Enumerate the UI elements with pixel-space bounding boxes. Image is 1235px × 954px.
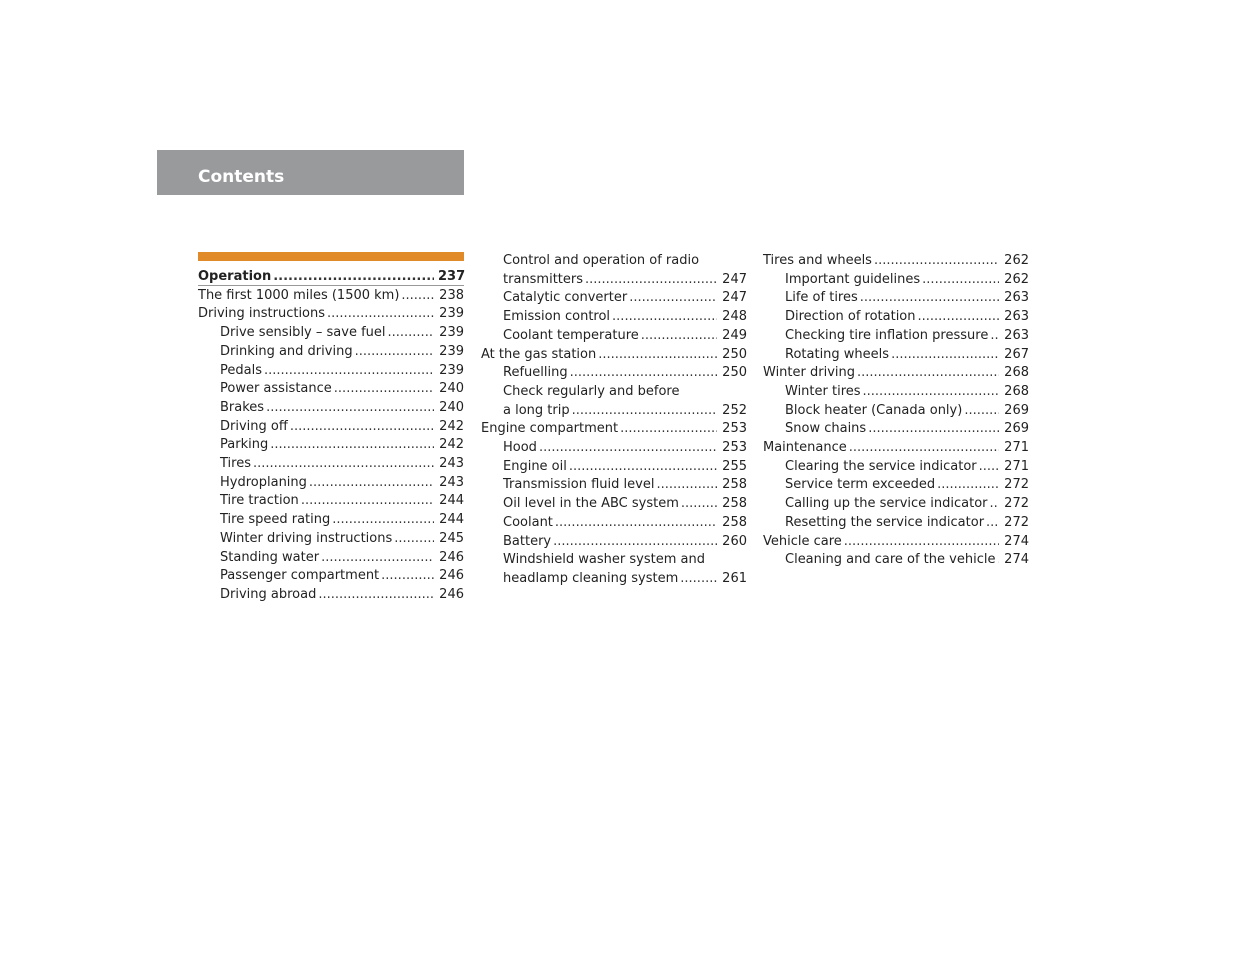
toc-entry[interactable] bbox=[198, 362, 464, 381]
toc-page-number: 244 bbox=[439, 493, 464, 509]
dot-leader bbox=[381, 567, 434, 586]
toc-entry-title: Service term exceeded bbox=[785, 477, 936, 493]
toc-entry[interactable] bbox=[198, 474, 464, 493]
toc-entry[interactable] bbox=[198, 586, 464, 605]
toc-entry-title: Power assistance bbox=[220, 381, 332, 397]
toc-entry[interactable] bbox=[481, 495, 747, 514]
toc-entry-title: Important guidelines bbox=[785, 271, 921, 287]
dot-leader bbox=[321, 549, 434, 568]
toc-entry-title: Life of tires bbox=[785, 290, 858, 306]
toc-page-number: 239 bbox=[439, 306, 464, 322]
toc-page-number: 246 bbox=[439, 549, 464, 565]
toc-entry-title: Hood bbox=[503, 440, 537, 456]
dot-leader bbox=[612, 308, 717, 327]
dot-leader bbox=[874, 252, 999, 271]
dot-leader bbox=[572, 402, 717, 421]
dot-leader bbox=[585, 271, 717, 290]
toc-page-number: 240 bbox=[439, 399, 464, 415]
toc-entry[interactable] bbox=[763, 346, 1029, 365]
toc-entry-title: Coolant bbox=[503, 514, 553, 530]
toc-entry[interactable] bbox=[198, 418, 464, 437]
dot-leader bbox=[863, 383, 999, 402]
toc-section-heading[interactable] bbox=[198, 268, 464, 287]
dot-leader bbox=[309, 474, 434, 493]
toc-page-number: 272 bbox=[1004, 496, 1029, 512]
toc-entry[interactable] bbox=[198, 567, 464, 586]
dot-leader bbox=[922, 271, 999, 290]
toc-entry[interactable] bbox=[763, 271, 1029, 290]
dot-leader bbox=[394, 530, 434, 549]
dot-leader bbox=[937, 476, 999, 495]
dot-leader bbox=[273, 268, 434, 287]
page-header bbox=[157, 150, 464, 195]
toc-entry[interactable] bbox=[481, 346, 747, 365]
toc-column-2 bbox=[481, 252, 747, 589]
dot-leader bbox=[620, 420, 717, 439]
toc-entry[interactable] bbox=[763, 402, 1029, 421]
toc-page-number: 262 bbox=[1004, 253, 1029, 268]
toc-page-number: 250 bbox=[722, 346, 747, 362]
toc-entry-title: Engine compartment bbox=[481, 421, 619, 437]
toc-entry[interactable] bbox=[763, 458, 1029, 477]
toc-page-number: 263 bbox=[1004, 309, 1029, 325]
toc-entry[interactable] bbox=[198, 305, 464, 324]
toc-page-number: 242 bbox=[439, 418, 464, 434]
toc-entry-title: Control and operation of radio bbox=[503, 253, 700, 268]
toc-entry-title: Tire traction bbox=[220, 493, 299, 509]
dot-leader bbox=[860, 289, 999, 308]
dot-leader bbox=[332, 511, 434, 530]
dot-leader bbox=[290, 418, 434, 437]
dot-leader bbox=[990, 327, 999, 346]
toc-entry-title: Oil level in the ABC system bbox=[503, 496, 679, 512]
toc-column-3 bbox=[763, 252, 1029, 570]
toc-page-number: 245 bbox=[439, 530, 464, 546]
toc-page-number: 243 bbox=[439, 456, 464, 472]
toc-entry-title: Block heater (Canada only) bbox=[785, 402, 963, 418]
toc-entry[interactable] bbox=[481, 289, 747, 308]
toc-entry-title: Maintenance bbox=[763, 440, 847, 456]
toc-entry[interactable] bbox=[198, 549, 464, 568]
dot-leader bbox=[964, 402, 999, 421]
toc-entry-title: Emission control bbox=[503, 309, 611, 325]
dot-leader bbox=[570, 364, 717, 383]
toc-entry[interactable] bbox=[763, 476, 1029, 495]
dot-leader bbox=[266, 399, 434, 418]
toc-entry[interactable] bbox=[763, 533, 1029, 552]
toc-entry-title: Calling up the service indicator bbox=[785, 496, 988, 512]
toc-entry-title: Resetting the service indicator bbox=[785, 514, 985, 530]
toc-entry[interactable] bbox=[198, 324, 464, 343]
toc-entry-title: Coolant temperature bbox=[503, 327, 639, 343]
dot-leader bbox=[997, 551, 999, 570]
dot-leader bbox=[986, 514, 999, 533]
dot-leader bbox=[539, 439, 717, 458]
toc-entry-title: Tires and wheels bbox=[763, 253, 872, 268]
toc-page-number: 247 bbox=[722, 290, 747, 306]
dot-leader bbox=[401, 287, 434, 306]
toc-entry-title: Battery bbox=[503, 533, 552, 549]
toc-entry-title: Vehicle care bbox=[763, 533, 842, 549]
toc-entry-title: Catalytic converter bbox=[503, 290, 628, 306]
toc-page-number: 274 bbox=[1004, 552, 1029, 568]
toc-page-number: 248 bbox=[722, 309, 747, 325]
toc-page-number: 272 bbox=[1004, 514, 1029, 530]
toc-page-number: 258 bbox=[722, 514, 747, 530]
toc-page-number: 271 bbox=[1004, 440, 1029, 456]
toc-entry-title: Passenger compartment bbox=[220, 568, 380, 584]
toc-entry[interactable] bbox=[198, 530, 464, 549]
toc-entry[interactable] bbox=[198, 436, 464, 455]
dot-leader bbox=[553, 533, 717, 552]
toc-entry-title: Clearing the service indicator bbox=[785, 458, 977, 474]
toc-entry[interactable] bbox=[763, 289, 1029, 308]
toc-entry[interactable] bbox=[198, 399, 464, 418]
section-accent-bar bbox=[198, 252, 464, 261]
toc-entry-title: Tires bbox=[220, 456, 251, 472]
toc-page-number: 246 bbox=[439, 586, 464, 602]
toc-entry[interactable] bbox=[763, 495, 1029, 514]
toc-entry[interactable] bbox=[763, 514, 1029, 533]
toc-entry-title: Drive sensibly – save fuel bbox=[220, 325, 386, 341]
dot-leader bbox=[270, 436, 434, 455]
toc-page-number: 238 bbox=[439, 287, 464, 303]
dot-leader bbox=[629, 289, 717, 308]
toc-entry[interactable] bbox=[481, 252, 747, 289]
dot-leader bbox=[555, 514, 717, 533]
toc-entry-title: Operation bbox=[198, 269, 272, 284]
toc-entry[interactable] bbox=[481, 551, 747, 588]
dot-leader bbox=[318, 586, 434, 605]
toc-page-number: 255 bbox=[722, 458, 747, 474]
toc-entry-title: Transmission fluid level bbox=[503, 477, 655, 493]
toc-entry[interactable] bbox=[198, 455, 464, 474]
toc-entry-title: Windshield washer system and bbox=[503, 552, 705, 568]
toc-entry[interactable] bbox=[763, 308, 1029, 327]
toc-entry-title: The first 1000 miles (1500 km) bbox=[198, 287, 400, 303]
toc-page-number: 263 bbox=[1004, 290, 1029, 306]
toc-entry[interactable] bbox=[481, 458, 747, 477]
dot-leader bbox=[327, 305, 434, 324]
toc-entry-title: Winter driving bbox=[763, 365, 855, 381]
toc-entry-title: At the gas station bbox=[481, 346, 597, 362]
dot-leader bbox=[844, 533, 999, 552]
dot-leader bbox=[301, 492, 434, 511]
dot-leader bbox=[857, 364, 999, 383]
toc-page-number: 239 bbox=[439, 362, 464, 378]
toc-page-number: 267 bbox=[1004, 346, 1029, 362]
dot-leader bbox=[868, 420, 999, 439]
toc-column-1 bbox=[198, 252, 464, 605]
toc-entry-title: Drinking and driving bbox=[220, 343, 353, 359]
toc-entry-title: Hydroplaning bbox=[220, 474, 307, 490]
toc-page-number: 242 bbox=[439, 437, 464, 453]
dot-leader bbox=[681, 495, 717, 514]
toc-entry[interactable] bbox=[763, 383, 1029, 402]
toc-entry-title: Check regularly and before bbox=[503, 383, 680, 399]
toc-entry[interactable] bbox=[763, 364, 1029, 383]
toc-page-number: 261 bbox=[722, 570, 747, 586]
toc-entry[interactable] bbox=[481, 476, 747, 495]
toc-page-number: 258 bbox=[722, 496, 747, 512]
dot-leader bbox=[355, 343, 434, 362]
toc-entry-title: Standing water bbox=[220, 549, 320, 565]
dot-leader bbox=[918, 308, 999, 327]
toc-entry-title: Winter driving instructions bbox=[220, 530, 393, 546]
dot-leader bbox=[334, 380, 434, 399]
toc-entry[interactable] bbox=[198, 492, 464, 511]
toc-entry-title: Driving abroad bbox=[220, 586, 317, 602]
dot-leader bbox=[253, 455, 434, 474]
toc-entry[interactable] bbox=[763, 327, 1029, 346]
toc-entry[interactable] bbox=[481, 308, 747, 327]
toc-entry-title: Cleaning and care of the vehicle bbox=[785, 552, 996, 568]
toc-entry[interactable] bbox=[198, 511, 464, 530]
dot-leader bbox=[891, 346, 999, 365]
toc-page-number: 253 bbox=[722, 421, 747, 437]
toc-entry-title: Brakes bbox=[220, 399, 265, 415]
toc-entry[interactable] bbox=[763, 252, 1029, 271]
toc-entry-title: Direction of rotation bbox=[785, 309, 916, 325]
toc-entry[interactable] bbox=[481, 514, 747, 533]
toc-page-number: 272 bbox=[1004, 477, 1029, 493]
toc-entry[interactable] bbox=[481, 364, 747, 383]
toc-entry-title: headlamp cleaning system bbox=[503, 570, 679, 586]
toc-entry-title: Tire speed rating bbox=[220, 512, 331, 528]
toc-page-number: 258 bbox=[722, 477, 747, 493]
toc-page-number: 240 bbox=[439, 381, 464, 397]
toc-page-number: 250 bbox=[722, 365, 747, 381]
toc-page-number: 262 bbox=[1004, 271, 1029, 287]
toc-page-number: 239 bbox=[439, 325, 464, 341]
toc-entry[interactable] bbox=[481, 439, 747, 458]
toc-entry[interactable] bbox=[763, 551, 1029, 570]
toc-entry[interactable] bbox=[198, 343, 464, 362]
toc-entry-title: transmitters bbox=[503, 271, 584, 287]
toc-entry-title: Driving off bbox=[220, 418, 288, 434]
toc-entry-title: Driving instructions bbox=[198, 306, 326, 322]
dot-leader bbox=[849, 439, 999, 458]
toc-page-number: 269 bbox=[1004, 402, 1029, 418]
toc-page-number: 268 bbox=[1004, 365, 1029, 381]
toc-entry-title: Snow chains bbox=[785, 421, 867, 437]
toc-entry[interactable] bbox=[198, 380, 464, 399]
toc-page-number: 247 bbox=[722, 271, 747, 287]
toc-entry[interactable] bbox=[481, 420, 747, 439]
toc-page-number: 249 bbox=[722, 327, 747, 343]
toc-page-number: 269 bbox=[1004, 421, 1029, 437]
dot-leader bbox=[680, 570, 717, 589]
toc-entry[interactable] bbox=[763, 439, 1029, 458]
toc-page-number: 246 bbox=[439, 568, 464, 584]
dot-leader bbox=[569, 458, 717, 477]
toc-page-number: 268 bbox=[1004, 383, 1029, 399]
toc-entry-title: a long trip bbox=[503, 402, 570, 418]
dot-leader bbox=[641, 327, 717, 346]
toc-page-number: 252 bbox=[722, 402, 747, 418]
dot-leader bbox=[598, 346, 717, 365]
toc-page-number: 239 bbox=[439, 343, 464, 359]
toc-entry[interactable] bbox=[198, 287, 464, 306]
toc-page-number: 263 bbox=[1004, 327, 1029, 343]
toc-page-number: 243 bbox=[439, 474, 464, 490]
page-title: Contents bbox=[198, 167, 285, 187]
toc-entry[interactable] bbox=[481, 383, 747, 420]
toc-entry[interactable] bbox=[481, 327, 747, 346]
toc-entry-title: Refuelling bbox=[503, 365, 568, 381]
toc-entry-title: Rotating wheels bbox=[785, 346, 890, 362]
dot-leader bbox=[656, 476, 717, 495]
dot-leader bbox=[388, 324, 435, 343]
toc-page-number: 260 bbox=[722, 533, 747, 549]
dot-leader bbox=[264, 362, 434, 381]
toc-page-number: 274 bbox=[1004, 533, 1029, 549]
toc-page-number: 244 bbox=[439, 512, 464, 528]
toc-entry[interactable] bbox=[763, 420, 1029, 439]
toc-entry[interactable] bbox=[481, 533, 747, 552]
dot-leader bbox=[990, 495, 999, 514]
dot-leader bbox=[979, 458, 999, 477]
toc-entry-title: Pedals bbox=[220, 362, 262, 378]
toc-page-number: 253 bbox=[722, 440, 747, 456]
toc-page-number: 271 bbox=[1004, 458, 1029, 474]
toc-page-number: 237 bbox=[438, 269, 466, 284]
toc-entry-title: Engine oil bbox=[503, 458, 567, 474]
toc-entry-title: Winter tires bbox=[785, 383, 861, 399]
toc-entry-title: Parking bbox=[220, 437, 269, 453]
toc-entry-title: Checking tire inflation pressure bbox=[785, 327, 989, 343]
